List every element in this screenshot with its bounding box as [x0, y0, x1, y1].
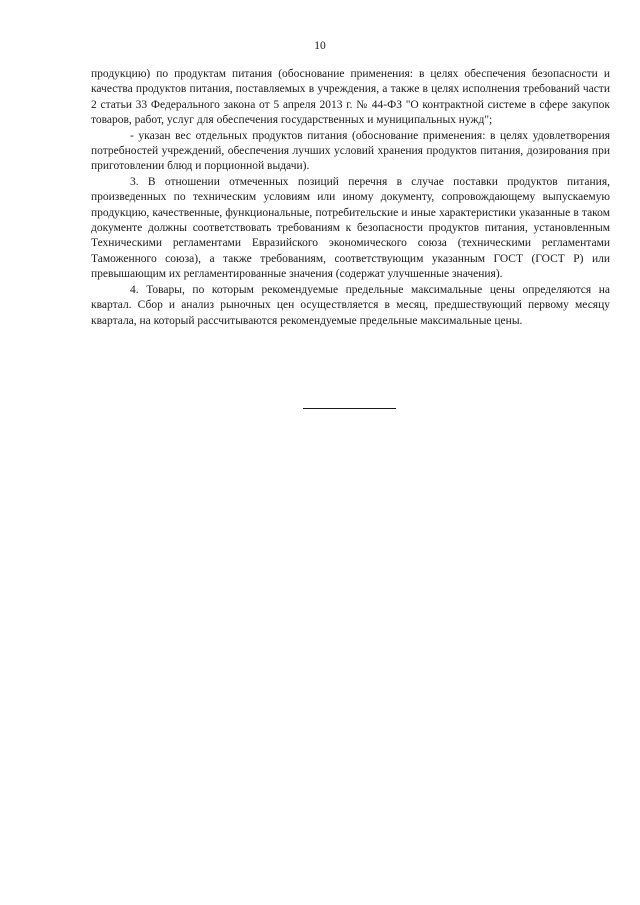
document-body [91, 67, 610, 329]
paragraph-weight-list-item: - указан вес отдельных продуктов питания (обоснование применения: в целях удовлетворения потребностей учреждений, обеспечения лучших условий хранения продуктов питания, дозирования при приготовлении блюд и порционной выдачи). [91, 129, 610, 173]
paragraph-item-4: 4. Товары, по которым рекомендуемые предельные максимальные цены определяются на квартал. Сбор и анализ рыночных цен осуществляется в месяц, предшествующий первому месяцу квартала, на который рассчитываются рекомендуемые предельные максимальные цены. [91, 283, 610, 327]
paragraph-item-3: 3. В отношении отмеченных позиций перечня в случае поставки продуктов питания, произведенных по техническим условиям или иному документу, сопровождающему выпускаемую продукцию, качественные, функциональные, потребительские и иные характеристики указанные в таком документе должны соответствовать требованиям к безопасности продуктов питания, установленным Техническими регламентами Евразийского экономического союза (техническими регламентами Таможенного союза), а также требованиям, соответствующим указанным ГОСТ (ГОСТ Р) или превышающим их регламентированные значения (содержат улучшенные значения). [91, 175, 610, 281]
end-of-document-rule [303, 408, 396, 409]
page-number: 10 [314, 40, 326, 52]
paragraph-continuation: продукцию) по продуктам питания (обоснование применения: в целях обеспечения безопасности и качества продуктов питания, поставляемых в учреждения, а также в целях исполнения требований части 2 статьи 33 Федерального закона от 5 апреля 2013 г. № 44-ФЗ "О контрактной системе в сфере закупок товаров, работ, услуг для обеспечения государственных и муниципальных нужд"; [91, 68, 610, 127]
